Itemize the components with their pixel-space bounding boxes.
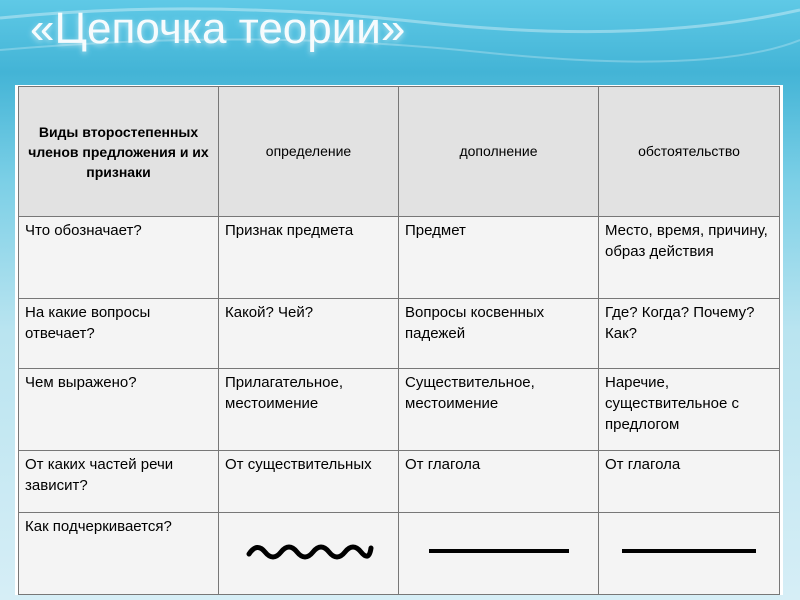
table-cell: Наречие, существительное с предлогом [599,369,780,451]
table-row [19,513,780,595]
solid-underline-icon [419,536,579,566]
header-corner: Виды второстепенных членов предложения и их признаки [19,87,219,217]
header-column-object: дополнение [399,87,599,217]
table-cell: Какой? Чей? [219,299,399,369]
table-row [19,299,780,369]
table-cell: Предмет [399,217,599,299]
row-label: На какие вопросы отвечает? [19,299,219,369]
table-row [19,451,780,513]
table-cell: Вопросы косвенных падежей [399,299,599,369]
table-cell: От существительных [219,451,399,513]
table-cell: Признак предмета [219,217,399,299]
row-label: Что обозначает? [19,217,219,299]
table-cell: Где? Когда? Почему? Как? [599,299,780,369]
table-cell: От глагола [599,451,780,513]
row-label: Чем выражено? [19,369,219,451]
underline-cell-object [399,513,599,595]
row-label: От каких частей речи зависит? [19,451,219,513]
solid-underline-icon [614,536,764,566]
header-column-definition: определение [219,87,399,217]
table-cell: Место, время, причину, образ действия [599,217,780,299]
row-label: Как подчеркивается? [19,513,219,595]
table-row [19,217,780,299]
theory-table [18,86,780,595]
underline-cell-definition [219,513,399,595]
table-cell: Существительное, местоимение [399,369,599,451]
header-column-adverbial: обстоятельство [599,87,780,217]
table-cell: От глагола [399,451,599,513]
header-row [19,87,780,217]
wavy-underline-icon [239,536,379,566]
table-row [19,369,780,451]
slide-title: «Цепочка теории» [30,4,406,53]
table-cell: Прилагательное, местоимение [219,369,399,451]
underline-cell-adverbial [599,513,780,595]
